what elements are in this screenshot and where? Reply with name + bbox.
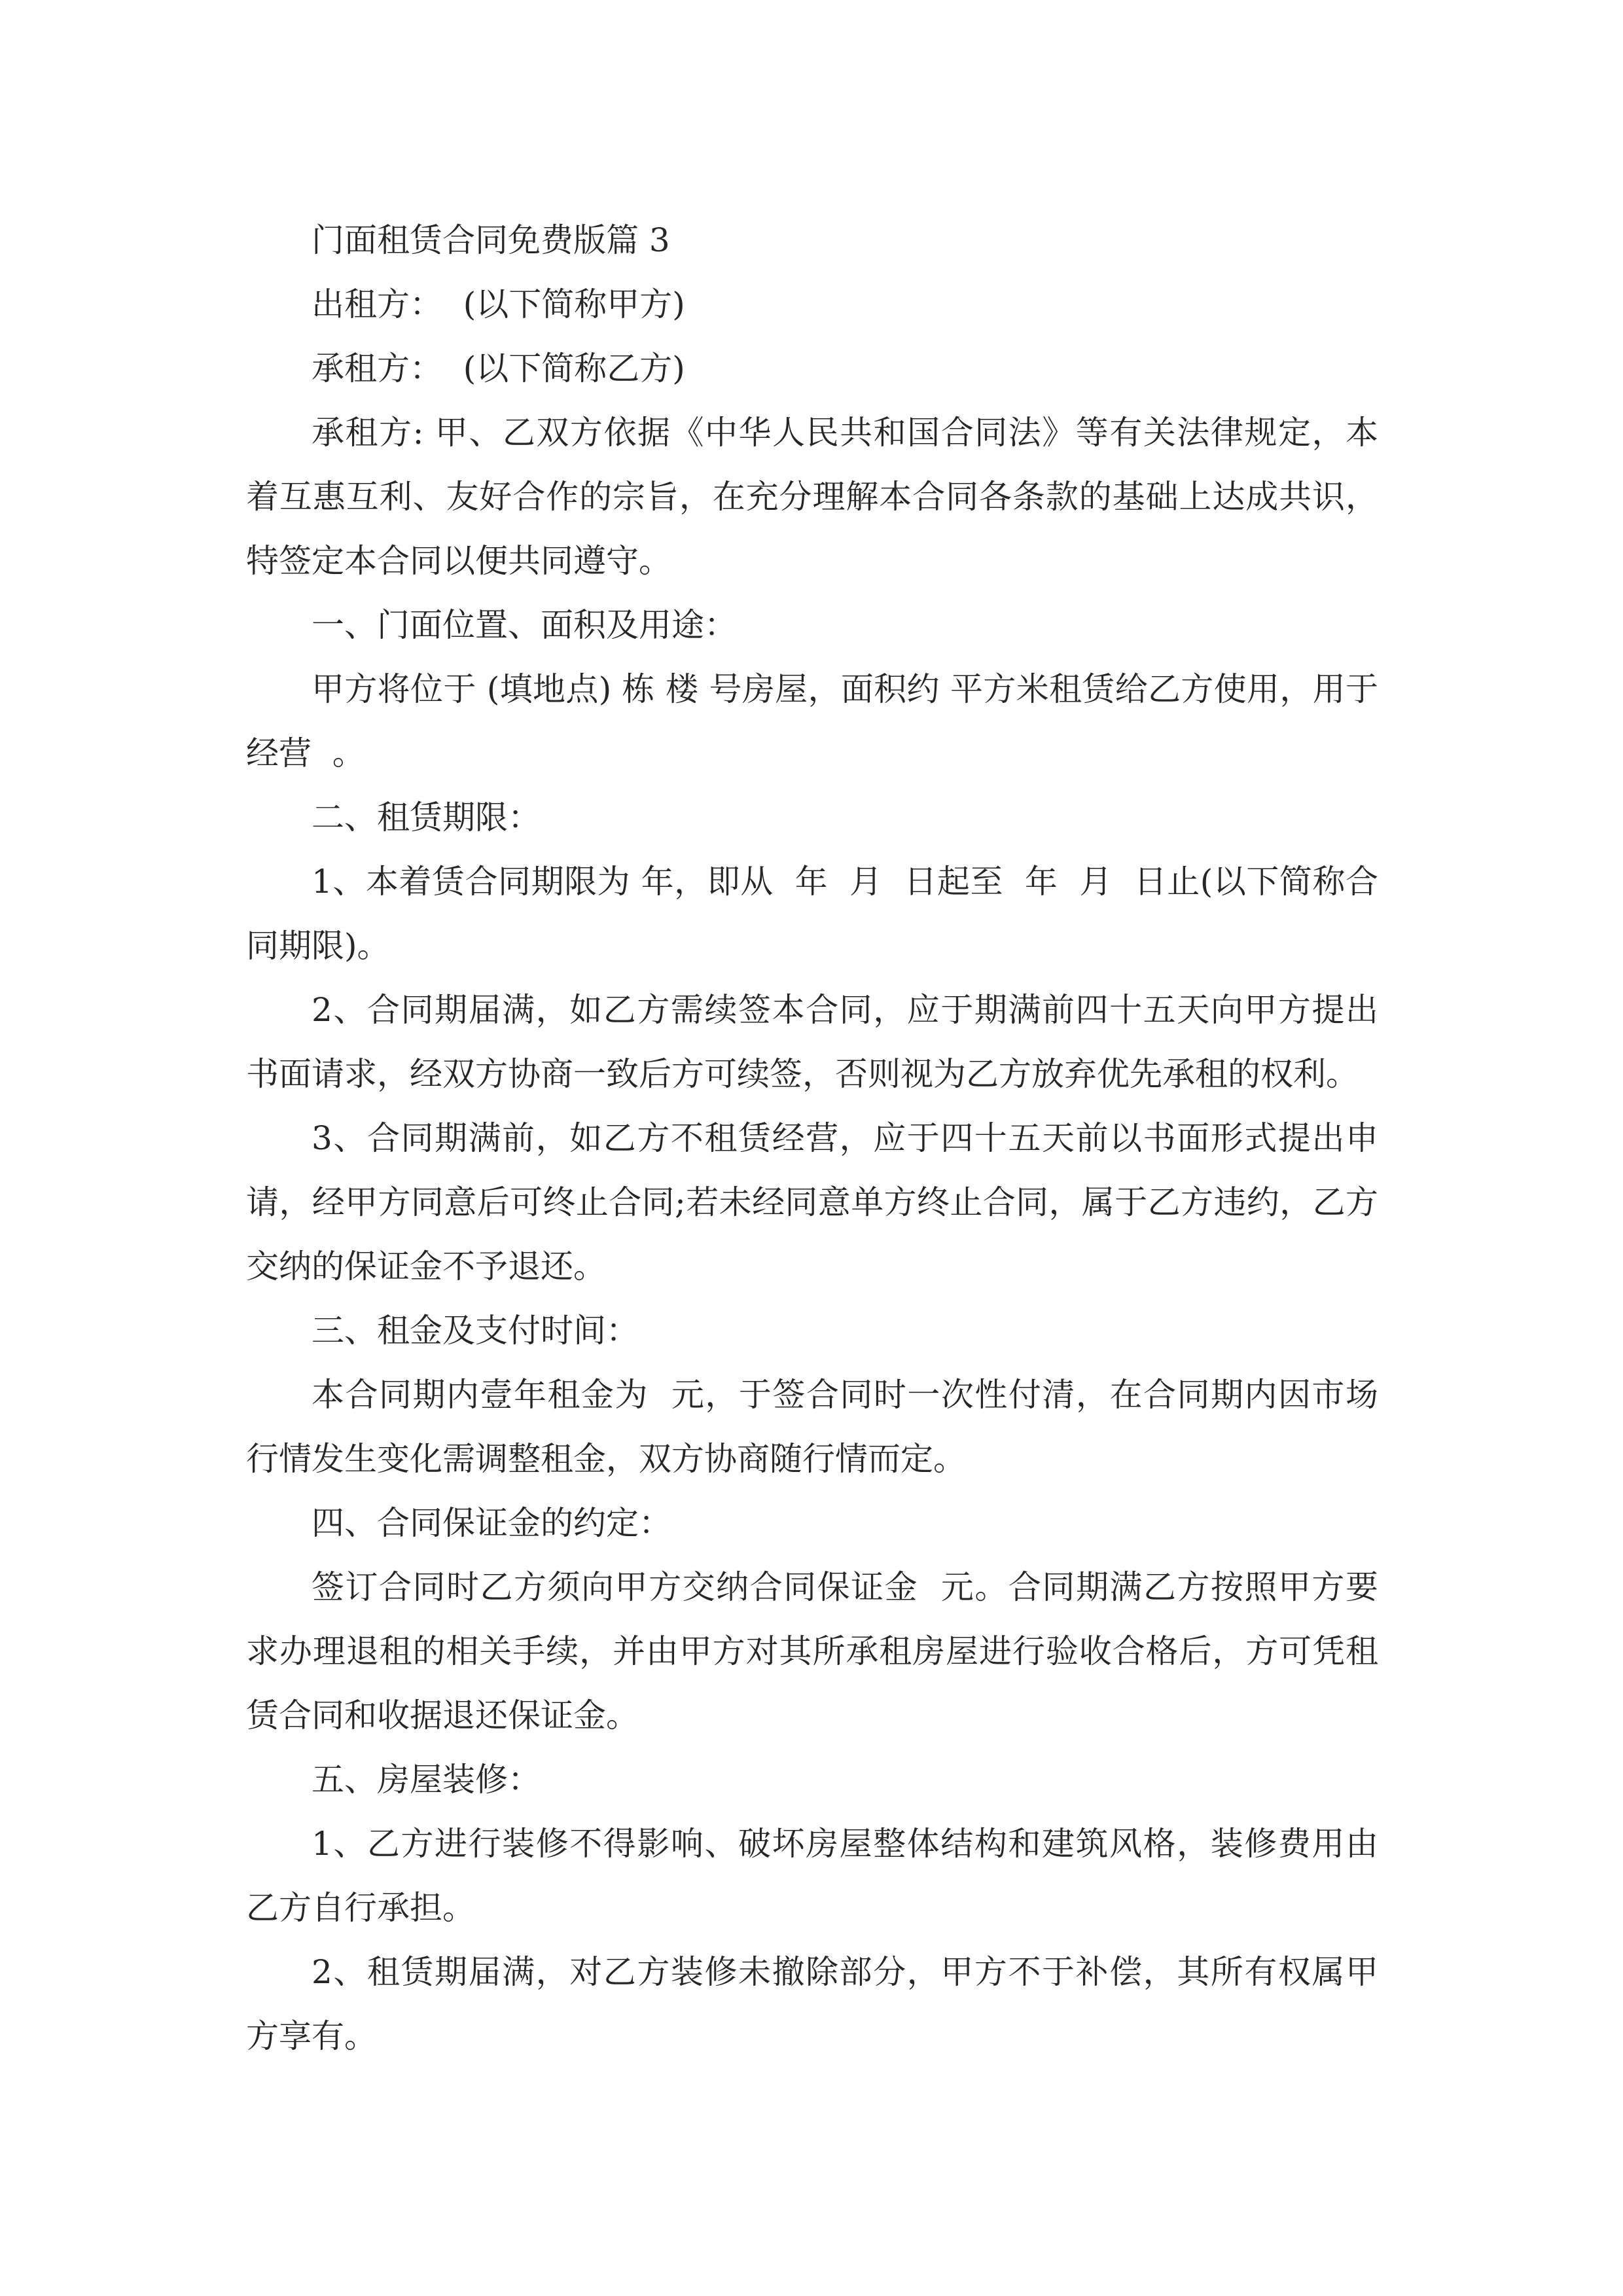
- paragraph-preamble: 承租方: 甲、乙双方依据《中华人民共和国合同法》等有关法律规定，本着互惠互利、友好合作的宗旨，在充分理解本合同各条款的基础上达成共识，特签定本合同以便共同遵守。: [246, 414, 1378, 580]
- paragraph-rent: 本合同期内壹年租金为 元，于签合同时一次性付清，在合同期内因市场行情发生变化需调整租金，双方协商随行情而定。: [246, 1376, 1378, 1478]
- paragraph-term-3: 3、合同期满前，如乙方不租赁经营，应于四十五天前以书面形式提出申请，经甲方同意后可终止合同;若未经同意单方终止合同，属于乙方违约，乙方交纳的保证金不予退还。: [246, 1119, 1378, 1285]
- document-body: [246, 208, 1378, 2068]
- paragraph-decoration-2: 2、租赁期届满，对乙方装修未撤除部分，甲方不于补偿，其所有权属甲方享有。: [246, 1953, 1378, 2055]
- section-heading-location: 一、门面位置、面积及用途：: [312, 606, 737, 644]
- section-heading-decoration: 五、房屋装修：: [312, 1761, 541, 1799]
- section-heading-rent: 三、租金及支付时间：: [312, 1312, 639, 1350]
- paragraph-lessee: 承租方： (以下简称乙方): [312, 350, 685, 387]
- paragraph-term-2: 2、合同期届满，如乙方需续签本合同，应于期满前四十五天向甲方提出书面请求，经双方协商一致后方可续签，否则视为乙方放弃优先承租的权利。: [246, 991, 1378, 1093]
- paragraph-deposit: 签订合同时乙方须向甲方交纳合同保证金 元。合同期满乙方按照甲方要求办理退租的相关手续，并由甲方对其所承租房屋进行验收合格后，方可凭租赁合同和收据退还保证金。: [246, 1568, 1378, 1734]
- document-title: 门面租赁合同免费版篇 3: [312, 221, 670, 259]
- paragraph-term-1: 1、本着赁合同期限为 年，即从 年 月 日起至 年 月 日止(以下简称合同期限)。: [246, 863, 1378, 965]
- paragraph-lessor: 出租方： (以下简称甲方): [312, 285, 685, 323]
- section-heading-term: 二、租赁期限：: [312, 798, 541, 836]
- section-heading-deposit: 四、合同保证金的约定：: [312, 1504, 671, 1542]
- paragraph-decoration-1: 1、乙方进行装修不得影响、破坏房屋整体结构和建筑风格，装修费用由乙方自行承担。: [246, 1825, 1378, 1927]
- paragraph-location: 甲方将位于 (填地点) 栋 楼 号房屋，面积约 平方米租赁给乙方使用，用于经营 。: [246, 670, 1378, 772]
